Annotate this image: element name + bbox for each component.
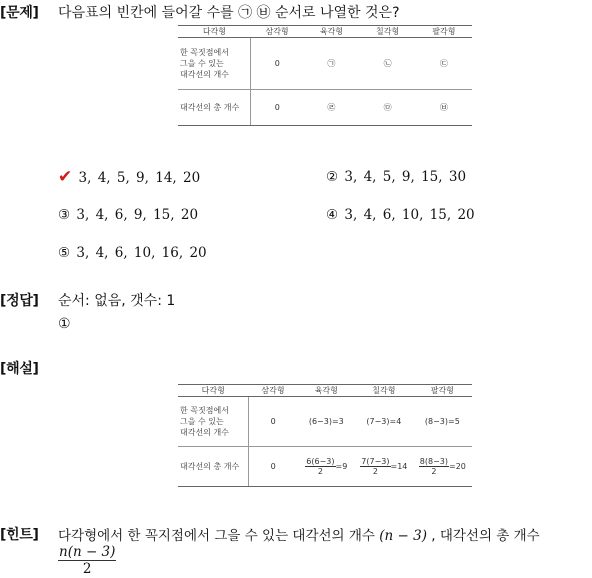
header-hexagon: 육각형 [303, 26, 359, 38]
explanation-tag: [해설] [0, 361, 39, 377]
header-heptagon: 칠각형 [355, 385, 413, 397]
row-label-diagonals-from-vertex: 한 꼭짓점에서 그을 수 있는 대각선의 개수 [178, 38, 251, 90]
problem-table [178, 25, 472, 126]
header-octagon: 팔각형 [416, 26, 472, 38]
table-cell: (7−3)=4 [355, 397, 413, 447]
row-label-total-diagonals: 대각선의 총 개수 [178, 447, 248, 487]
option-3[interactable]: ③ 3, 4, 6, 9, 15, 20 [58, 207, 199, 223]
blank-cell-3: ㉢ [416, 38, 472, 90]
row-label-total-diagonals: 대각선의 총 개수 [178, 90, 251, 126]
fraction-cell-hexagon: $\frac{6(6-3)}{2}$ =9 [298, 447, 356, 487]
checkmark-icon: ✔ [58, 167, 73, 187]
table-cell: 0 [248, 397, 297, 447]
row-label-diagonals-from-vertex: 한 꼭짓점에서 그을 수 있는 대각선의 개수 [178, 397, 248, 447]
header-octagon: 팔각형 [413, 385, 472, 397]
table-cell: 0 [251, 90, 304, 126]
table-cell: 0 [248, 447, 297, 487]
hint-fraction: $\frac{n(n - 3)}{2}$ [59, 544, 116, 577]
answer-tag: [정답] [0, 293, 39, 309]
option-2[interactable]: ② 3, 4, 5, 9, 15, 30 [326, 169, 467, 185]
blank-cell-6: ㉥ [416, 90, 472, 126]
hint-tag: [힌트] [0, 527, 39, 543]
blank-cell-2: ㉡ [360, 38, 416, 90]
hint-line: 다각형에서 한 꼭지점에서 그을 수 있는 대각선의 개수 (n − 3) , 대각선의 총 개수 [58, 528, 540, 544]
problem-tag: [문제] [0, 5, 39, 21]
header-triangle: 삼각형 [248, 385, 297, 397]
table-cell: (6−3)=3 [298, 397, 356, 447]
blank-cell-5: ㉤ [360, 90, 416, 126]
header-triangle: 삼각형 [251, 26, 304, 38]
header-heptagon: 칠각형 [360, 26, 416, 38]
blank-cell-4: ㉣ [303, 90, 359, 126]
table-cell: (8−3)=5 [413, 397, 472, 447]
explanation-table [178, 384, 472, 487]
table-cell: 0 [251, 38, 304, 90]
fraction-cell-octagon: $\frac{8(8-3)}{2}$ =20 [413, 447, 472, 487]
answer-line: 순서: 없음, 갯수: 1 [58, 293, 176, 309]
blank-cell-1: ㉠ [303, 38, 359, 90]
header-polygon: 다각형 [178, 385, 248, 397]
header-hexagon: 육각형 [298, 385, 356, 397]
option-1[interactable]: ✔ 3, 4, 5, 9, 14, 20 [58, 167, 201, 187]
option-5[interactable]: ⑤ 3, 4, 6, 10, 16, 20 [58, 245, 207, 261]
question-text: 다음표의 빈칸에 들어갈 수를 ㉠ ㉥ 순서로 나열한 것은? [58, 5, 400, 21]
header-polygon: 다각형 [178, 26, 251, 38]
answer-choice: ① [58, 316, 71, 332]
fraction-cell-heptagon: $\frac{7(7-3)}{2}$ =14 [355, 447, 413, 487]
formula-n-minus-3: (n − 3) [379, 528, 427, 544]
option-4[interactable]: ④ 3, 4, 6, 10, 15, 20 [326, 207, 475, 223]
